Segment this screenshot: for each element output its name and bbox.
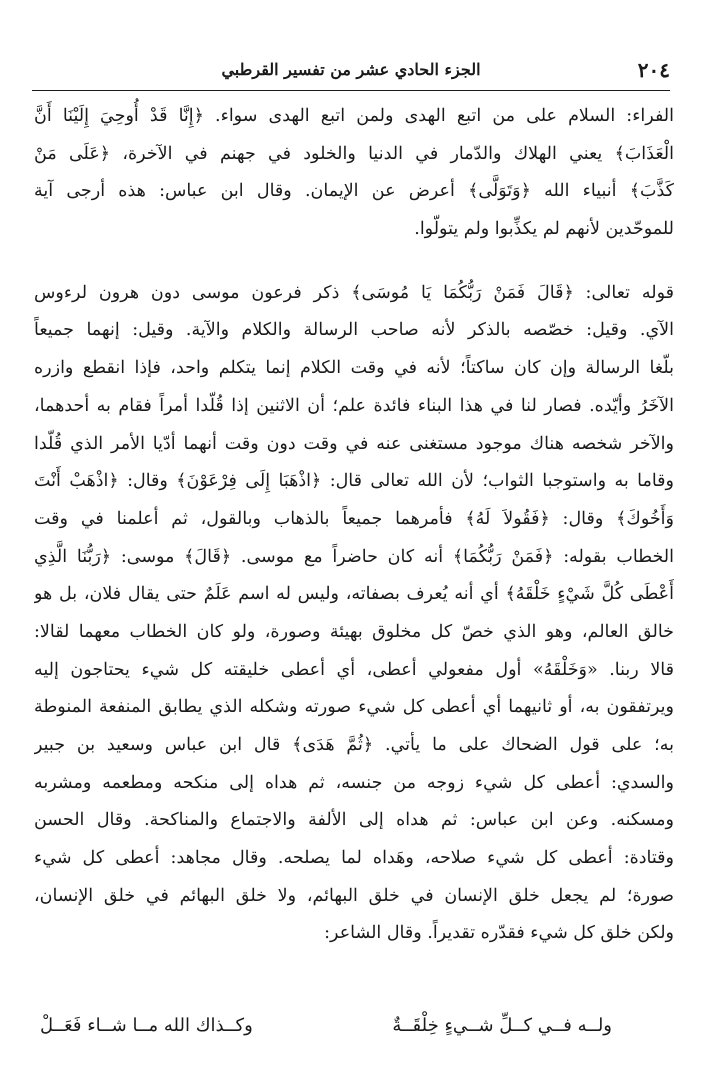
text-line: ويرتفقون به، أو ثانيهما أي أعطى كل شيء صورته وشكله الذي يطابق المنفعة المنوطة xyxy=(34,697,674,718)
text-line: والسدي: أعطى كل شيء زوجه من جنسه، ثم هداه إلى منكحه ومطعمه ومشربه xyxy=(34,772,674,793)
text-line: للموحّدين لأنهم لم يكذِّبوا ولم يتولّوا. xyxy=(414,219,674,240)
text-line: ومسكنه. وعن ابن عباس: ثم هداه إلى الألفة والاجتماع والمناكحة. وقال الحسن xyxy=(34,810,674,831)
text-line: كَذَّبَ﴾ أنبياء الله ﴿وَتَوَلَّى﴾ أعرض عن الإيمان. وقال ابن عباس: هذه أرجى آية xyxy=(34,181,674,202)
page-number: ٢٠٤ xyxy=(637,58,670,82)
text-line: بلّغا الرسالة وإن كان ساكتاً؛ لأنه في وقت الكلام إنما يتكلم واحد، فإذا انقطع وازره xyxy=(34,358,674,379)
text-line: الآي. وقيل: خصّصه بالذكر لأنه صاحب الرسالة والكلام والآية. وقيل: إنهما جميعاً xyxy=(34,320,674,341)
text-line: ولكن خلق كل شيء فقدّره تقديراً. وقال الشاعر: xyxy=(324,923,674,944)
text-line: والآخر شخصه هناك موجود مستغنى عنه في وقت دون وقت أنهما أدّيا الأمر الذي قُلّدا xyxy=(34,433,674,454)
page-header xyxy=(32,58,670,91)
text-line: خالق العالم، وهو الذي خصّ كل مخلوق بهيئة وصورة، ولو كان الخطاب معهما لقالا: xyxy=(34,621,674,642)
poetry-verse xyxy=(40,1006,612,1046)
text-line: وقتادة: أعطى كل شيء صلاحه، وهَداه لما يصلحه. وقال مجاهد: أعطى كل شيء xyxy=(34,848,674,869)
text-line: الْعَذَابَ﴾ يعني الهلاك والدّمار في الدنيا والخلود في جهنم في الآخرة، ﴿عَلَى مَنْ xyxy=(34,143,674,164)
text-line: قوله تعالى: ﴿قَالَ فَمَنْ رَبُّكُمَا يَا مُوسَى﴾ ذكر فرعون موسى دون هرون لرءوس xyxy=(34,282,674,303)
text-line: الخطاب بقوله: ﴿فَمَنْ رَبُّكُمَا﴾ أنه كان حاضراً مع موسى. ﴿قَالَ﴾ موسى: ﴿رَبُّنَا الَّذِي xyxy=(34,546,674,567)
running-title: الجزء الحادي عشر من تفسير القرطبي xyxy=(221,60,481,79)
verse-second-hemistich: وكــذاك الله مــا شــاء فَعَــلْ xyxy=(40,1015,253,1036)
paragraph-gap xyxy=(34,249,674,275)
text-line: وَأَخُوكَ﴾ وقال: ﴿فَقُولاَ لَهُ﴾ فأمرهما جميعاً بالذهاب وبالقول، ثم أعلمنا في وقت xyxy=(34,508,674,529)
text-line: أَعْطَى كُلَّ شَيْءٍ خَلْقَهُ﴾ أي أنه يُعرف بصفاته، وليس له اسم عَلَمٌ حتى يقال فلان، بل هو xyxy=(34,584,674,605)
verse-first-hemistich: ولــه فــي كــلِّ شــيءٍ خِلْقَــةٌ xyxy=(392,1015,612,1036)
text-line: الآخَرُ وأيّده. فصار لنا في هذا البناء فائدة علم؛ أن الاثنين إذا قُلّدا أمراً فقام به أحدهما، xyxy=(34,395,674,416)
body-text xyxy=(34,98,674,953)
text-line: وقاما به واستوجبا الثواب؛ لأن الله تعالى قال: ﴿اذْهَبَا إِلَى فِرْعَوْنَ﴾ وقال: ﴿اذْهَبْ أَنْتَ xyxy=(34,471,674,492)
text-line: صورة؛ لم يجعل خلق الإنسان في خلق البهائم، ولا خلق البهائم في خلق الإنسان، xyxy=(34,885,674,906)
text-line: قالا ربنا. «وَخَلْقَهُ» أول مفعولي أعطى، أي أعطى خليقته كل شيء يحتاجون إليه xyxy=(34,659,674,680)
text-line: الفراء: السلام على من اتبع الهدى ولمن اتبع الهدى سواء. ﴿إِنَّا قَدْ أُوحِيَ إِلَيْنَا أَنَّ xyxy=(34,106,674,126)
text-line: به؛ على قول الضحاك على ما يأتي. ﴿ثُمَّ هَدَى﴾ قال ابن عباس وسعيد بن جبير xyxy=(34,735,674,755)
